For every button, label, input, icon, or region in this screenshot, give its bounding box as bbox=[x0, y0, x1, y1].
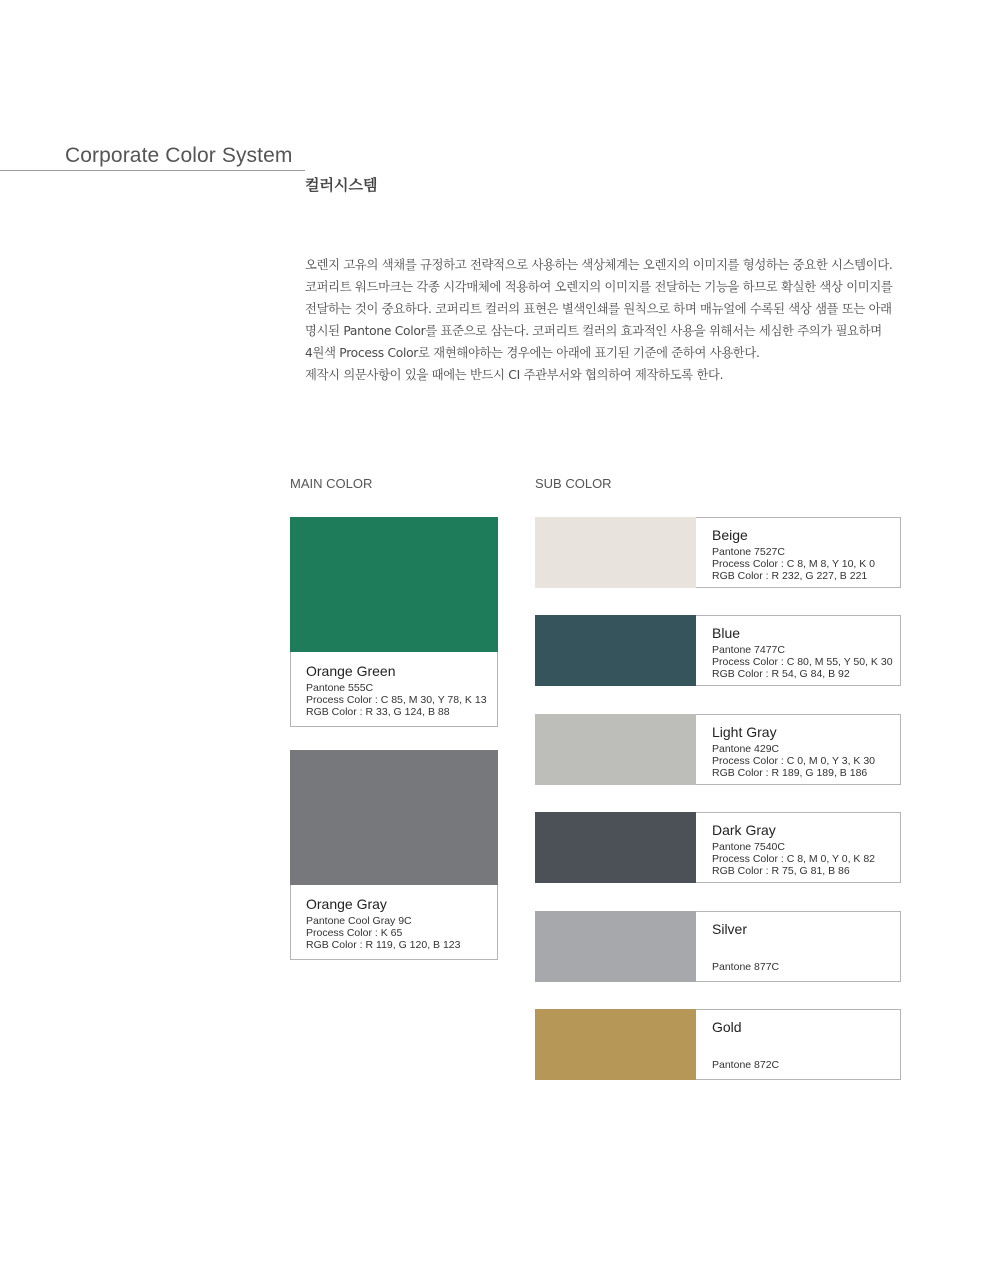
main-color-card-orange-gray bbox=[290, 750, 498, 960]
intro-paragraph bbox=[305, 254, 893, 386]
intro-line: 코퍼리트 워드마크는 각종 시각매체에 적용하여 오렌지의 이미지를 전달하는 기능을 하므로 확실한 색상 이미지를 bbox=[305, 280, 893, 294]
page-title: Corporate Color System bbox=[65, 144, 293, 167]
color-name: Blue bbox=[712, 625, 741, 641]
color-swatch bbox=[535, 812, 696, 883]
color-swatch bbox=[535, 1009, 696, 1080]
color-info bbox=[712, 822, 875, 877]
intro-line: 전달하는 것이 중요하다. 코퍼리트 컬러의 표현은 별색인쇄를 원칙으로 하며 매뉴얼에 수록된 색상 샘플 또는 아래 bbox=[305, 302, 892, 316]
sub-color-card-gold bbox=[535, 1009, 901, 1080]
color-swatch bbox=[535, 714, 696, 785]
sub-color-card-silver bbox=[535, 911, 901, 982]
color-swatch bbox=[290, 517, 498, 652]
sub-color-card-light-gray bbox=[535, 714, 901, 785]
process-color: Process Color : C 80, M 55, Y 50, K 30 bbox=[712, 656, 893, 668]
process-color: Process Color : C 8, M 0, Y 0, K 82 bbox=[712, 853, 876, 865]
rgb-color: RGB Color : R 54, G 84, B 92 bbox=[712, 668, 850, 680]
color-name: Light Gray bbox=[712, 724, 777, 740]
color-info bbox=[712, 1019, 779, 1071]
pantone-code: Pantone 7527C bbox=[712, 546, 785, 558]
pantone-code: Pantone 555C bbox=[306, 682, 374, 694]
color-info bbox=[712, 724, 875, 779]
intro-line: 제작시 의문사항이 있을 때에는 반드시 CI 주관부서와 협의하여 제작하도록 한다. bbox=[305, 368, 724, 382]
color-name: Beige bbox=[712, 527, 748, 543]
main-color-label: MAIN COLOR bbox=[290, 476, 373, 491]
pantone-code: Pantone 877C bbox=[712, 961, 780, 973]
color-info bbox=[306, 896, 460, 951]
color-name: Orange Gray bbox=[306, 896, 387, 912]
rgb-color: RGB Color : R 119, G 120, B 123 bbox=[306, 939, 461, 951]
process-color: Process Color : C 8, M 8, Y 10, K 0 bbox=[712, 558, 876, 570]
pantone-code: Pantone 872C bbox=[712, 1059, 780, 1071]
color-name: Silver bbox=[712, 921, 748, 937]
color-name: Dark Gray bbox=[712, 822, 776, 838]
intro-line: 4원색 Process Color로 재현해야하는 경우에는 아래에 표기된 기준에 준하여 사용한다. bbox=[305, 346, 760, 360]
title-divider bbox=[0, 170, 305, 171]
color-swatch bbox=[290, 750, 498, 885]
sub-color-card-blue bbox=[535, 615, 901, 686]
pantone-code: Pantone 7477C bbox=[712, 644, 785, 656]
sub-color-label: SUB COLOR bbox=[535, 476, 612, 491]
intro-line: 오렌지 고유의 색채를 규정하고 전략적으로 사용하는 색상체계는 오렌지의 이미지를 형성하는 중요한 시스템이다. bbox=[305, 258, 893, 272]
pantone-code: Pantone Cool Gray 9C bbox=[306, 915, 412, 927]
color-info bbox=[712, 527, 875, 582]
rgb-color: RGB Color : R 232, G 227, B 221 bbox=[712, 570, 868, 582]
rgb-color: RGB Color : R 189, G 189, B 186 bbox=[712, 767, 868, 779]
color-name: Orange Green bbox=[306, 663, 396, 679]
color-info bbox=[712, 625, 893, 680]
color-name: Gold bbox=[712, 1019, 742, 1035]
color-swatch bbox=[535, 615, 696, 686]
process-color: Process Color : C 0, M 0, Y 3, K 30 bbox=[712, 755, 876, 767]
process-color: Process Color : C 85, M 30, Y 78, K 13 bbox=[306, 694, 487, 706]
main-color-card-orange-green bbox=[290, 517, 498, 727]
color-info bbox=[306, 663, 487, 718]
rgb-color: RGB Color : R 75, G 81, B 86 bbox=[712, 865, 850, 877]
rgb-color: RGB Color : R 33, G 124, B 88 bbox=[306, 706, 450, 718]
color-swatch bbox=[535, 911, 696, 982]
sub-color-card-dark-gray bbox=[535, 812, 901, 883]
pantone-code: Pantone 7540C bbox=[712, 841, 785, 853]
color-info bbox=[712, 921, 779, 973]
color-swatch bbox=[535, 517, 696, 588]
page-subtitle: 컬러시스템 bbox=[305, 176, 378, 194]
pantone-code: Pantone 429C bbox=[712, 743, 780, 755]
intro-line: 명시된 Pantone Color를 표준으로 삼는다. 코퍼리트 컬러의 효과적인 사용을 위해서는 세심한 주의가 필요하며 bbox=[305, 324, 882, 338]
sub-color-card-beige bbox=[535, 517, 901, 588]
process-color: Process Color : K 65 bbox=[306, 927, 403, 939]
